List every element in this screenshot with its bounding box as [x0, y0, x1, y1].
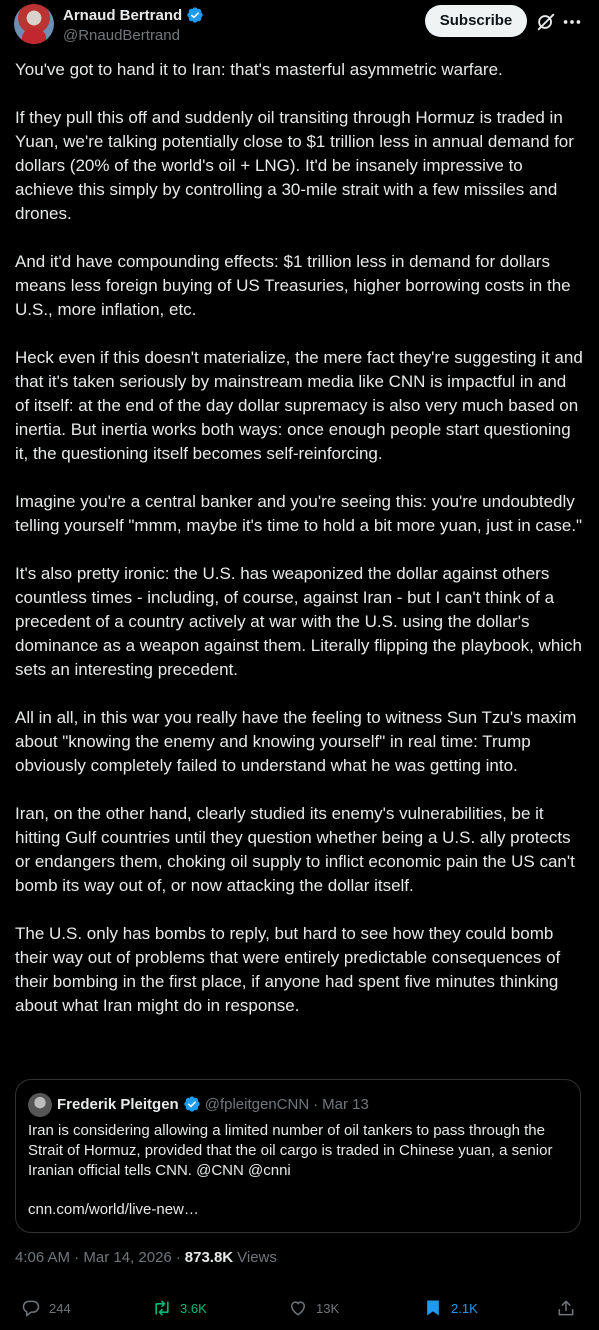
- quoted-author-row: [57, 1095, 369, 1113]
- grok-icon[interactable]: [535, 11, 557, 33]
- like-button[interactable]: [288, 1298, 339, 1318]
- post-paragraph: If they pull this off and suddenly oil transiting through Hormuz is traded in Yuan, we're talking potentially close to $1 trillion less in annual demand for dollars (20% of the world's oil + LNG). It'd be insanely impressive to achieve this simply by controlling a 30-mile strait with a few missiles and drones.: [15, 108, 574, 223]
- quoted-post[interactable]: [15, 1079, 581, 1233]
- post-paragraph: The U.S. only has bombs to reply, but hard to see how they could bomb their way out of problems that were entirely predictable consequences of their bombing in the first place, if anyone had spent five minutes thinking about what Iran might do in response.: [15, 924, 561, 1015]
- bookmark-icon: [423, 1298, 443, 1318]
- reply-button[interactable]: [21, 1298, 71, 1318]
- repost-count: 3.6K: [180, 1300, 207, 1316]
- repost-icon: [152, 1298, 172, 1318]
- meta-separator: ·: [175, 1249, 181, 1266]
- author-name-row[interactable]: [63, 6, 204, 24]
- post-body: [15, 58, 583, 1018]
- author-display-name[interactable]: Arnaud Bertrand: [63, 6, 183, 24]
- author-handle[interactable]: @RnaudBertrand: [63, 27, 180, 44]
- verified-badge-icon: [183, 1095, 201, 1113]
- views-label: Views: [237, 1249, 277, 1266]
- post-paragraph: And it'd have compounding effects: $1 trillion less in demand for dollars means less foreign buying of US Treasuries, higher borrowing costs in the U.S., more inflation, etc.: [15, 252, 571, 319]
- author-avatar[interactable]: [14, 4, 54, 44]
- like-icon: [288, 1298, 308, 1318]
- bookmark-button[interactable]: [423, 1298, 478, 1318]
- quoted-author-handle[interactable]: @fpleitgenCNN: [204, 1095, 310, 1113]
- subscribe-button[interactable]: Subscribe: [425, 5, 527, 37]
- post-paragraph: Iran, on the other hand, clearly studied its enemy's vulnerabilities, be it hitting Gulf countries until they question whether being a U.S. ally protects or endangers them, choking oil supply to inflict economic pain the US can't bomb its way out of, or now attacking the dollar itself.: [15, 804, 575, 895]
- verified-badge-icon: [186, 6, 204, 24]
- post-timestamp[interactable]: 4:06 AM · Mar 14, 2026: [15, 1249, 172, 1266]
- post-paragraph: You've got to hand it to Iran: that's masterful asymmetric warfare.: [15, 60, 503, 79]
- quoted-text: Iran is considering allowing a limited number of oil tankers to pass through the Strait of Hormuz, provided that the oil cargo is traded in Chinese yuan, a senior Iranian official tells CNN. @CNN @cnni: [28, 1122, 553, 1179]
- like-count: 13K: [316, 1300, 340, 1316]
- quoted-link[interactable]: cnn.com/world/live-new…: [28, 1201, 199, 1218]
- post-meta: [15, 1249, 277, 1266]
- quoted-date[interactable]: Mar 13: [322, 1095, 369, 1113]
- reply-icon: [21, 1298, 41, 1318]
- quoted-author-avatar[interactable]: [28, 1093, 52, 1117]
- repost-button[interactable]: [152, 1298, 207, 1318]
- post-paragraph: It's also pretty ironic: the U.S. has weaponized the dollar against others countless times - including, of course, against Iran - but I can't think of a precedent of a country actively at war with the U.S. using the dollar's dominance as a weapon against them. Literally flipping the playbook, which sets an interesting precedent.: [15, 564, 583, 679]
- quoted-separator: ·: [313, 1095, 319, 1113]
- views-count[interactable]: 873.8K: [184, 1249, 234, 1266]
- bookmark-count: 2.1K: [451, 1300, 478, 1316]
- reply-count: 244: [49, 1300, 71, 1316]
- quoted-author-name[interactable]: Frederik Pleitgen: [57, 1095, 179, 1113]
- post-paragraph: Imagine you're a central banker and you're seeing this: you're undoubtedly telling yourself "mmm, maybe it's time to hold a bit more yuan, just in case.": [15, 492, 583, 535]
- share-icon: [556, 1298, 576, 1318]
- share-button[interactable]: [556, 1298, 576, 1318]
- more-icon[interactable]: [561, 11, 583, 33]
- post-paragraph: Heck even if this doesn't materialize, the mere fact they're suggesting it and that it's taken seriously by mainstream media like CNN is impactful in and of itself: at the end of the day dollar supremacy is also very much based on inertia. But inertia works both ways: once enough people start questioning it, the questioning itself becomes self-reinforcing.: [15, 348, 583, 463]
- post-header: [0, 0, 599, 50]
- post-paragraph: All in all, in this war you really have the feeling to witness Sun Tzu's maxim about "knowing the enemy and knowing yourself" in real time: Trump obviously completely failed to understand what he was getting into.: [15, 708, 577, 775]
- action-bar: [0, 1298, 599, 1326]
